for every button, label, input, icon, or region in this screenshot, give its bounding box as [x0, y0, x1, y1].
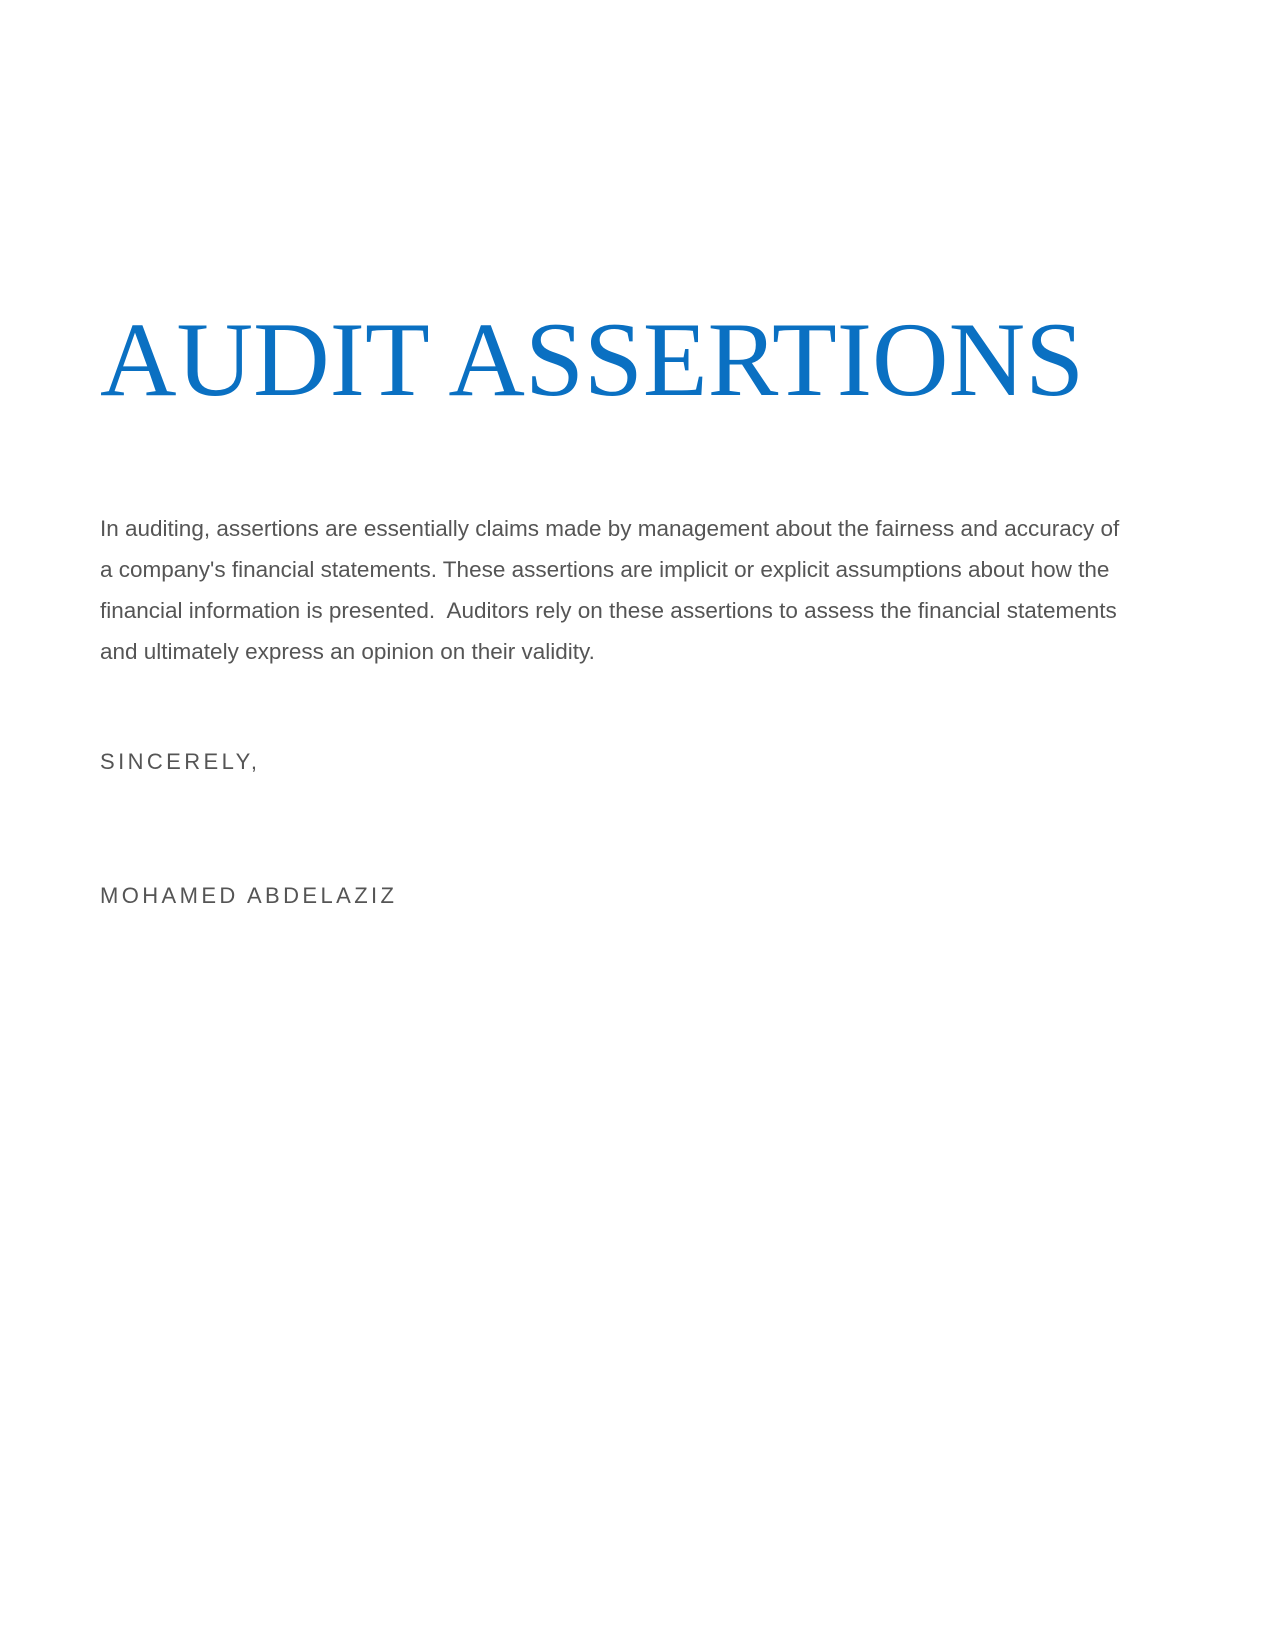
body-paragraph: In auditing, assertions are essentially claims made by management about the fairness and accuracy of a company's financial statements. These assertions are implicit or explicit assumptions about how the financial information is presented. Auditors rely on these assertions to assess the financial statements and ultimately express an opinion on their validity.: [100, 516, 1126, 664]
signature-name: MOHAMED ABDELAZIZ: [100, 883, 398, 908]
closing-salutation: SINCERELY,: [100, 749, 261, 774]
document-title: AUDIT ASSERTIONS: [100, 301, 1085, 418]
